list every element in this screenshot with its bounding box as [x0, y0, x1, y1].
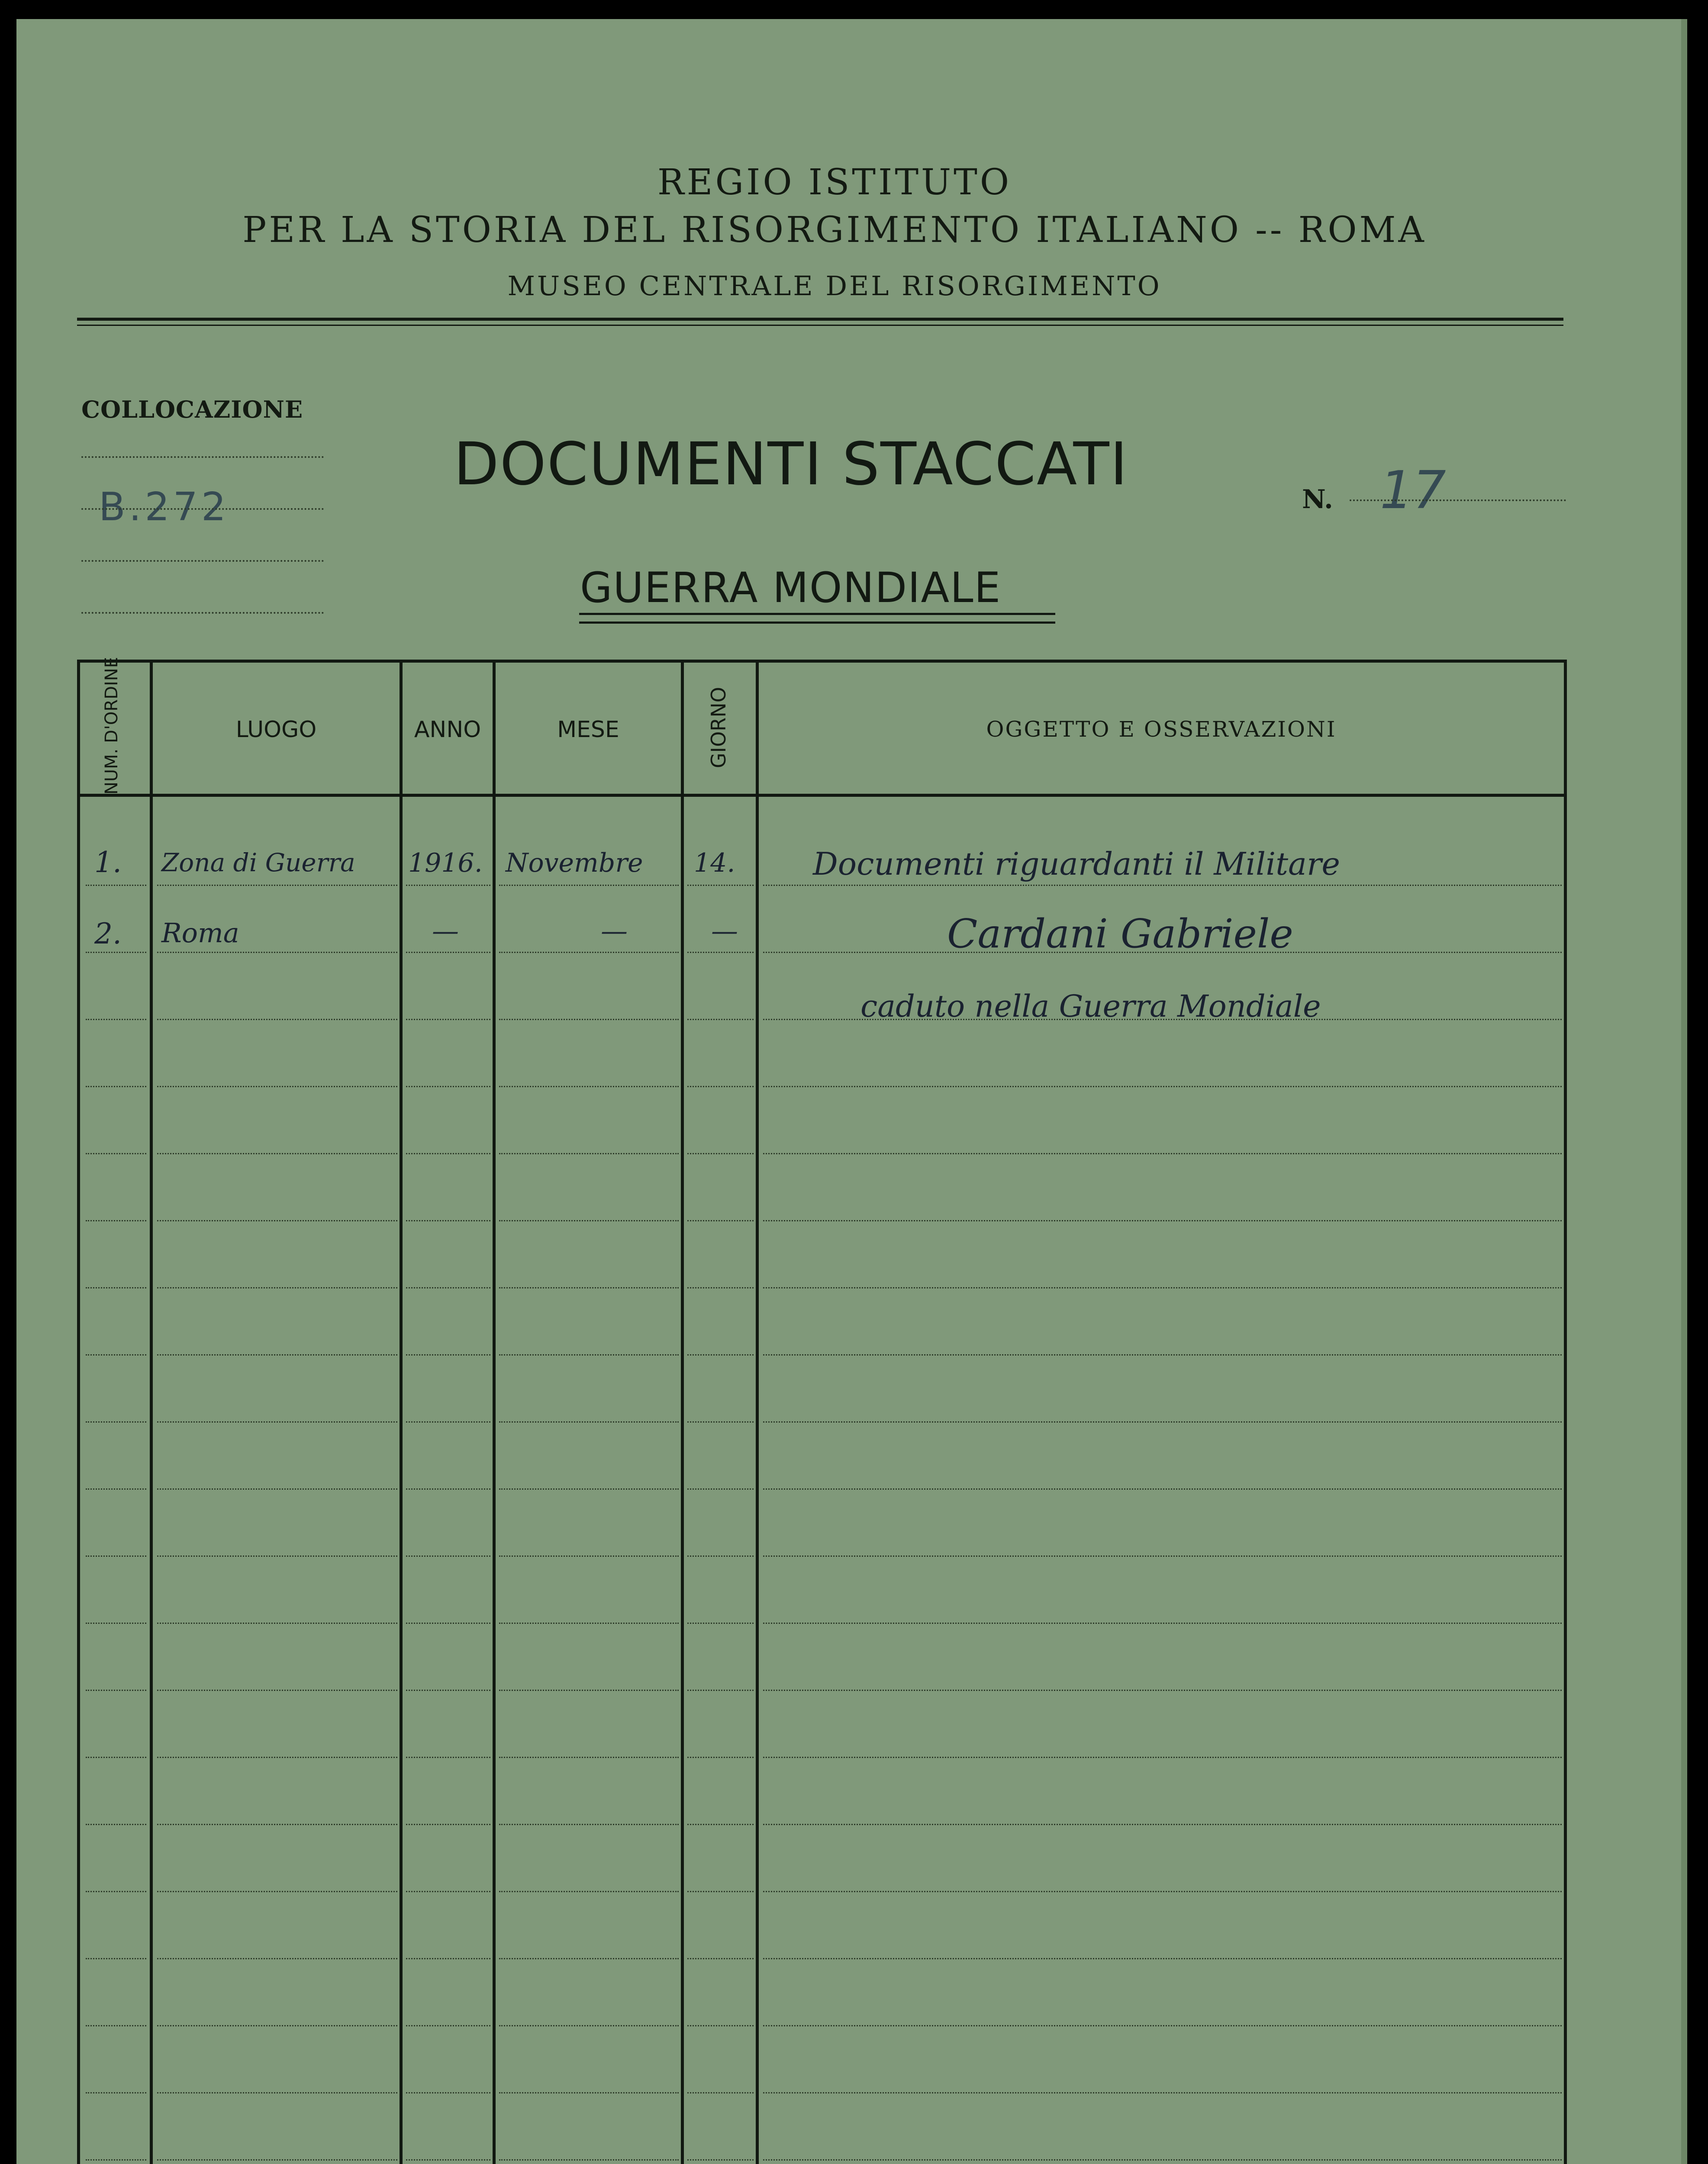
ruled-line — [157, 1690, 397, 1691]
ruled-line — [687, 1824, 754, 1825]
ruled-line — [86, 1086, 146, 1087]
ruled-line — [499, 952, 679, 953]
ruled-line — [687, 1690, 754, 1691]
institute-subtitle: PER LA STORIA DEL RISORGIMENTO ITALIANO -- ROMA — [242, 209, 1427, 251]
ruled-line — [86, 1220, 146, 1221]
ruled-line — [687, 1287, 754, 1288]
ruled-line — [763, 1220, 1562, 1221]
header-oggetto: OGGETTO E OSSERVAZIONI — [986, 717, 1337, 742]
ruled-line — [157, 2092, 397, 2093]
ruled-line — [763, 2025, 1562, 2026]
ruled-line — [86, 1488, 146, 1490]
ruled-line — [406, 1757, 490, 1758]
ruled-line — [763, 1690, 1562, 1691]
collocazione-line — [81, 508, 324, 510]
ruled-line — [157, 952, 397, 953]
ruled-line — [499, 1287, 679, 1288]
ruled-line — [406, 1354, 490, 1356]
ruled-line — [763, 1958, 1562, 1959]
header-rule — [77, 318, 1563, 321]
table-border-left — [77, 660, 80, 2164]
ruled-line — [763, 1623, 1562, 1624]
ruled-line — [763, 1891, 1562, 1892]
page-title: DOCUMENTI STACCATI — [454, 430, 1128, 499]
row2-anno: — — [432, 915, 459, 947]
ruled-line — [499, 1757, 679, 1758]
ruled-line — [763, 1019, 1562, 1020]
collocazione-label: COLLOCAZIONE — [81, 396, 303, 423]
row2-luogo: Roma — [161, 917, 239, 949]
col-divider — [400, 660, 403, 2164]
ruled-line — [499, 2092, 679, 2093]
ruled-line — [406, 2025, 490, 2026]
ruled-line — [86, 1287, 146, 1288]
row2-giorno: — — [711, 915, 738, 947]
collocazione-line — [81, 560, 324, 562]
subtitle-underline — [579, 622, 1055, 624]
table-header-border — [77, 794, 1566, 797]
col-divider — [681, 660, 684, 2164]
ruled-line — [687, 1086, 754, 1087]
ruled-line — [499, 1354, 679, 1356]
ruled-line — [157, 1354, 397, 1356]
row1-mese: Novembre — [506, 848, 643, 878]
row3-oggetto: caduto nella Guerra Mondiale — [860, 989, 1321, 1024]
ruled-line — [157, 1086, 397, 1087]
ruled-line — [763, 1153, 1562, 1154]
ruled-line — [499, 2025, 679, 2026]
ruled-line — [763, 1086, 1562, 1087]
institute-name: REGIO ISTITUTO — [657, 162, 1012, 203]
header-luogo: LUOGO — [235, 717, 317, 743]
ruled-line — [763, 1421, 1562, 1423]
ruled-line — [499, 1220, 679, 1221]
ruled-line — [687, 1958, 754, 1959]
ruled-line — [763, 885, 1562, 886]
ruled-line — [763, 1824, 1562, 1825]
ruled-line — [157, 2025, 397, 2026]
ruled-line — [499, 1690, 679, 1691]
ruled-line — [157, 1153, 397, 1154]
ruled-line — [86, 1757, 146, 1758]
ruled-line — [86, 2159, 146, 2161]
ruled-line — [499, 1019, 679, 1020]
ruled-line — [499, 1086, 679, 1087]
ruled-line — [763, 1354, 1562, 1356]
ruled-line — [86, 1153, 146, 1154]
table-top-border — [77, 660, 1566, 663]
ruled-line — [687, 1623, 754, 1624]
ruled-line — [86, 2025, 146, 2026]
ruled-line — [86, 1421, 146, 1423]
ruled-line — [86, 1690, 146, 1691]
row1-oggetto: Documenti riguardanti il Militare — [813, 846, 1340, 882]
ruled-line — [406, 1958, 490, 1959]
ruled-line — [687, 1555, 754, 1557]
ruled-line — [406, 1421, 490, 1423]
ruled-line — [406, 1824, 490, 1825]
row1-num: 1. — [94, 846, 122, 879]
collocazione-line — [81, 612, 324, 614]
ruled-line — [157, 1421, 397, 1423]
header-num-ordine: NUM. D'ORDINE — [102, 657, 122, 795]
number-value: 17 — [1380, 460, 1446, 521]
number-line — [1350, 499, 1566, 501]
ruled-line — [499, 1623, 679, 1624]
row1-luogo: Zona di Guerra — [161, 848, 355, 877]
ruled-line — [499, 885, 679, 886]
ruled-line — [157, 1220, 397, 1221]
museum-name: MUSEO CENTRALE DEL RISORGIMENTO — [507, 270, 1162, 302]
ruled-line — [687, 952, 754, 953]
ruled-line — [499, 1555, 679, 1557]
ruled-line — [86, 1019, 146, 1020]
ruled-line — [763, 952, 1562, 953]
ruled-line — [687, 1488, 754, 1490]
ruled-line — [157, 1287, 397, 1288]
ruled-line — [406, 952, 490, 953]
ruled-line — [687, 1354, 754, 1356]
ruled-line — [406, 1555, 490, 1557]
row1-giorno: 14. — [694, 848, 735, 878]
ruled-line — [157, 1019, 397, 1020]
collocazione-value: B.272 — [99, 484, 230, 530]
row2-oggetto: Cardani Gabriele — [947, 911, 1293, 957]
ruled-line — [499, 1891, 679, 1892]
ruled-line — [499, 1824, 679, 1825]
ruled-line — [157, 1958, 397, 1959]
ruled-line — [763, 1488, 1562, 1490]
ruled-line — [687, 1153, 754, 1154]
ruled-line — [763, 2159, 1562, 2161]
header-rule-thin — [77, 325, 1563, 326]
ruled-line — [406, 885, 490, 886]
ruled-line — [499, 1958, 679, 1959]
ruled-line — [499, 1421, 679, 1423]
ruled-line — [86, 1958, 146, 1959]
subtitle-underline — [579, 613, 1055, 615]
table-border-right — [1564, 660, 1567, 2164]
ruled-line — [763, 1287, 1562, 1288]
ruled-line — [687, 2025, 754, 2026]
ruled-line — [406, 2159, 490, 2161]
ruled-line — [687, 1757, 754, 1758]
ruled-line — [157, 2159, 397, 2161]
ruled-line — [687, 1019, 754, 1020]
col-divider — [493, 660, 496, 2164]
header-anno: ANNO — [414, 717, 481, 743]
ruled-line — [687, 2092, 754, 2093]
ruled-line — [406, 1086, 490, 1087]
ruled-line — [406, 1623, 490, 1624]
ruled-line — [406, 1287, 490, 1288]
ruled-line — [157, 1757, 397, 1758]
document-sheet — [16, 19, 1687, 2164]
collocazione-line — [81, 456, 324, 458]
ruled-line — [157, 1488, 397, 1490]
ruled-line — [687, 885, 754, 886]
header-giorno: GIORNO — [707, 687, 730, 768]
ruled-line — [86, 1555, 146, 1557]
page-subtitle: GUERRA MONDIALE — [580, 564, 1002, 612]
ruled-line — [86, 885, 146, 886]
header-mese: MESE — [557, 717, 619, 743]
ruled-line — [86, 1623, 146, 1624]
ruled-line — [406, 1690, 490, 1691]
ruled-line — [763, 1555, 1562, 1557]
sheet-edge — [1681, 19, 1687, 2164]
ruled-line — [406, 1019, 490, 1020]
row2-mese: — — [601, 915, 628, 947]
ruled-line — [406, 2092, 490, 2093]
ruled-line — [157, 1891, 397, 1892]
ruled-line — [86, 1824, 146, 1825]
ruled-line — [86, 2092, 146, 2093]
ruled-line — [157, 1824, 397, 1825]
ruled-line — [86, 1354, 146, 1356]
ruled-line — [763, 2092, 1562, 2093]
ruled-line — [499, 1153, 679, 1154]
ruled-line — [406, 1220, 490, 1221]
ruled-line — [86, 952, 146, 953]
ruled-line — [687, 2159, 754, 2161]
col-divider — [150, 660, 153, 2164]
row1-anno: 1916. — [408, 848, 483, 878]
ruled-line — [406, 1153, 490, 1154]
ruled-line — [499, 2159, 679, 2161]
ruled-line — [406, 1488, 490, 1490]
col-divider — [756, 660, 759, 2164]
ruled-line — [687, 1891, 754, 1892]
ruled-line — [157, 885, 397, 886]
ruled-line — [406, 1891, 490, 1892]
row2-num: 2. — [94, 917, 122, 950]
ruled-line — [157, 1555, 397, 1557]
ruled-line — [86, 1891, 146, 1892]
ruled-line — [763, 1757, 1562, 1758]
ruled-line — [687, 1220, 754, 1221]
ruled-line — [157, 1623, 397, 1624]
number-label: N. — [1302, 484, 1333, 515]
ruled-line — [687, 1421, 754, 1423]
ruled-line — [499, 1488, 679, 1490]
